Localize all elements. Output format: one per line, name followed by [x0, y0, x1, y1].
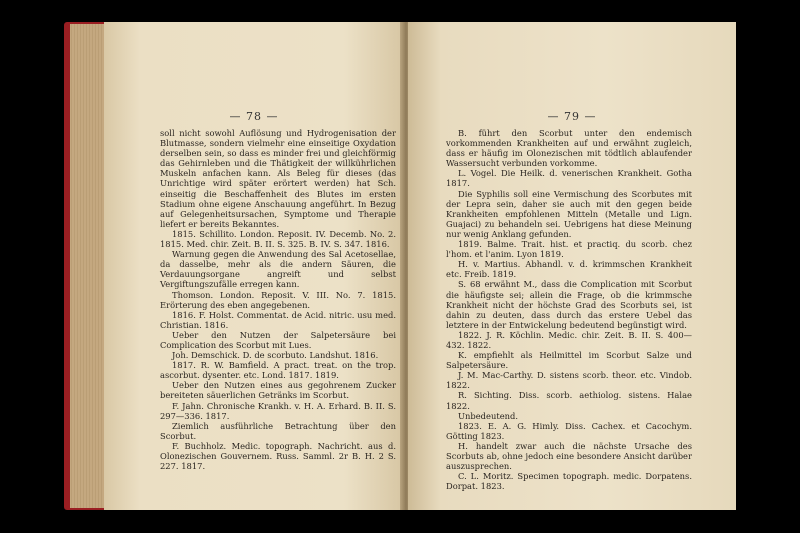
paragraph: 1823. E. A. G. Himly. Diss. Cachex. et Cacochym. Götting 1823.: [446, 420, 692, 441]
paragraph: B. führt den Scorbut unter den endemisch vorkommenden Krankheiten auf und erwähnt zugleich, dass er häufig im Olonezischen mit tödtlich ablaufender Wassersucht verbunden vorkomme.: [446, 128, 692, 169]
paragraph: H. handelt zwar auch die nächste Ursache des Scorbuts ab, ohne jedoch eine besondere Ansicht darüber auszusprechen.: [446, 440, 692, 472]
paragraph: F. Buchholz. Medic. topograph. Nachricht. aus d. Olonezischen Gouvernem. Russ. Samml. 2r B. H. 2 S. 227. 1817.: [160, 440, 396, 472]
page-number: — 78 —: [229, 110, 279, 123]
page-text: [160, 128, 396, 471]
paragraph: R. Sichting. Diss. scorb. aethiolog. sistens. Halae 1822.: [446, 390, 692, 411]
paragraph: 1816. F. Holst. Commentat. de Acid. nitric. usu med. Christian. 1816.: [160, 309, 396, 330]
page-text: [446, 128, 692, 491]
paragraph: 1817. R. W. Bamfield. A pract. treat. on the trop. ascorbut. dysenter. etc. Lond. 1817. 1819.: [160, 360, 396, 381]
paragraph: Unbedeutend.: [458, 410, 518, 421]
paragraph: C. L. Moritz. Specimen topograph. medic. Dorpatens. Dorpat. 1823.: [446, 471, 692, 492]
paragraph: 1815. Schillito. London. Reposit. IV. Decemb. No. 2. 1815. Med. chir. Zeit. B. II. S. 325. B. IV. S. 347. 1816.: [160, 228, 396, 250]
paragraph: soll nicht sowohl Auflösung und Hydrogenisation der Blutmasse, sondern vielmehr eine einseitige Oxydation derselben sein, so dass es minder frei und gleichförmig das Gehirnleben und die Thätigkeit der willkührlichen Muskeln anfachen kann. Als Beleg für dieses (das Unrichtige wird später erörtert werden) hat Sch. einseitig die Beschaffenheit des Blutes im ersten Stadium ohne eigene Anschauung angeführt. In Bezug auf Gelegenheitsursachen, Symptome und Therapie liefert er bereits Bekanntes.: [160, 128, 396, 229]
page-edges: [70, 24, 106, 508]
paragraph: Ueber den Nutzen eines aus gegohrenem Zucker bereiteten säuerlichen Getränks im Scorbut.: [160, 380, 396, 401]
paragraph: 1822. J. R. Köchlin. Medic. chir. Zeit. B. II. S. 400—432. 1822.: [446, 329, 692, 350]
paragraph: K. empfiehlt als Heilmittel im Scorbut Salze und Salpetersäure.: [446, 350, 692, 371]
paragraph: Thomson. London. Reposit. V. III. No. 7. 1815. Erörterung des eben angegebenen.: [160, 289, 396, 310]
paragraph: 1819. Balme. Trait. hist. et practiq. du scorb. chez l'hom. et l'anim. Lyon 1819.: [446, 239, 692, 260]
paragraph: F. Jahn. Chronische Krankh. v. H. A. Erhard. B. II. S. 297—336. 1817.: [160, 400, 396, 421]
paragraph: L. Vogel. Die Heilk. d. venerischen Krankheit. Gotha 1817.: [446, 168, 692, 189]
paragraph: Joh. Demschick. D. de scorbuto. Landshut. 1816.: [172, 350, 379, 361]
paragraph: S. 68 erwähnt M., dass die Complication mit Scorbut die häufigste sei; allein die Frage, ob die krimmsche Krankheit nicht der höchste Grad des Scorbuts sei, ist dahin zu deuten, dass durch das erstere Uebel das letztere in der Entwickelung bedeutend begünstigt wird.: [446, 279, 692, 330]
right-page: [408, 22, 736, 510]
paragraph: Ueber den Nutzen der Salpetersäure bei Complication des Scorbut mit Lues.: [160, 329, 396, 350]
paragraph: Ziemlich ausführliche Betrachtung über den Scorbut.: [160, 420, 396, 441]
left-page: [104, 22, 404, 510]
paragraph: Die Syphilis soll eine Vermischung des Scorbutes mit der Lepra sein, daher sie auch mit den gegen beide Krankheiten empfohlenen Mitteln (Metalle und Lign. Guajaci) zu behandeln sei. Uebrigens hat diese Meinung nur wenig Anklang gefunden.: [446, 188, 692, 239]
paragraph: J. M. Mac-Carthy. D. sistens scorb. theor. etc. Vindob. 1822.: [446, 370, 692, 391]
page-number: — 79 —: [547, 110, 597, 123]
paragraph: Warnung gegen die Anwendung des Sal Acetosellae, da dasselbe, mehr als die andern Säuren, die Verdauungsorgane angreift und selbst Vergiftungszufälle erregen kann.: [160, 249, 396, 290]
paragraph: H. v. Martius. Abhandl. v. d. krimmschen Krankheit etc. Freib. 1819.: [446, 259, 692, 280]
